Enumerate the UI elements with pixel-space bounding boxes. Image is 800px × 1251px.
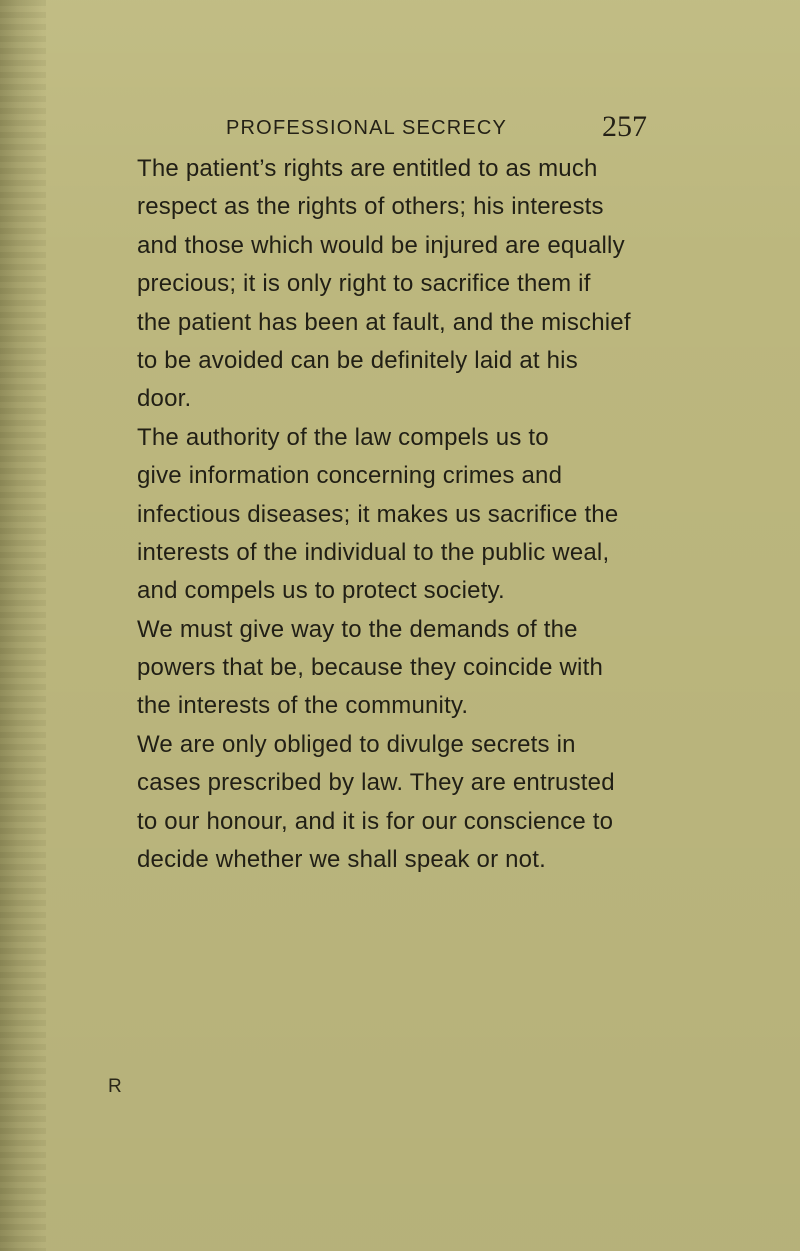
signature-mark: R xyxy=(108,1076,122,1097)
text-line: decide whether we shall speak or not. xyxy=(137,846,546,874)
text-line: The authority of the law compels us to xyxy=(137,423,549,451)
text-line: cases prescribed by law. They are entrusted xyxy=(137,769,615,797)
text-line: interests of the individual to the public weal, xyxy=(137,538,610,566)
text-line: the patient has been at fault, and the mischief xyxy=(137,308,631,336)
text-line: door. xyxy=(137,385,192,413)
text-line: the interests of the community. xyxy=(137,692,469,720)
body-text xyxy=(137,150,657,879)
page-spine-shadow xyxy=(0,0,46,1251)
running-title: PROFESSIONAL SECRECY xyxy=(226,117,508,139)
text-line: precious; it is only right to sacrifice them if xyxy=(137,270,591,298)
text-line: to be avoided can be definitely laid at his xyxy=(137,346,578,374)
text-line: to our honour, and it is for our conscience to xyxy=(137,807,614,835)
text-line: infectious diseases; it makes us sacrifice the xyxy=(137,500,619,528)
text-line: We must give way to the demands of the xyxy=(137,615,578,643)
text-line: give information concerning crimes and xyxy=(137,462,563,490)
running-header xyxy=(0,109,800,143)
text-line: The patient’s rights are entitled to as much xyxy=(137,155,598,182)
text-line: and compels us to protect society. xyxy=(137,577,505,605)
text-line: and those which would be injured are equally xyxy=(137,231,625,259)
text-line: powers that be, because they coincide with xyxy=(137,654,604,682)
text-line: respect as the rights of others; his interests xyxy=(137,193,604,221)
page-number: 257 xyxy=(602,110,647,143)
text-line: We are only obliged to divulge secrets in xyxy=(137,730,576,758)
